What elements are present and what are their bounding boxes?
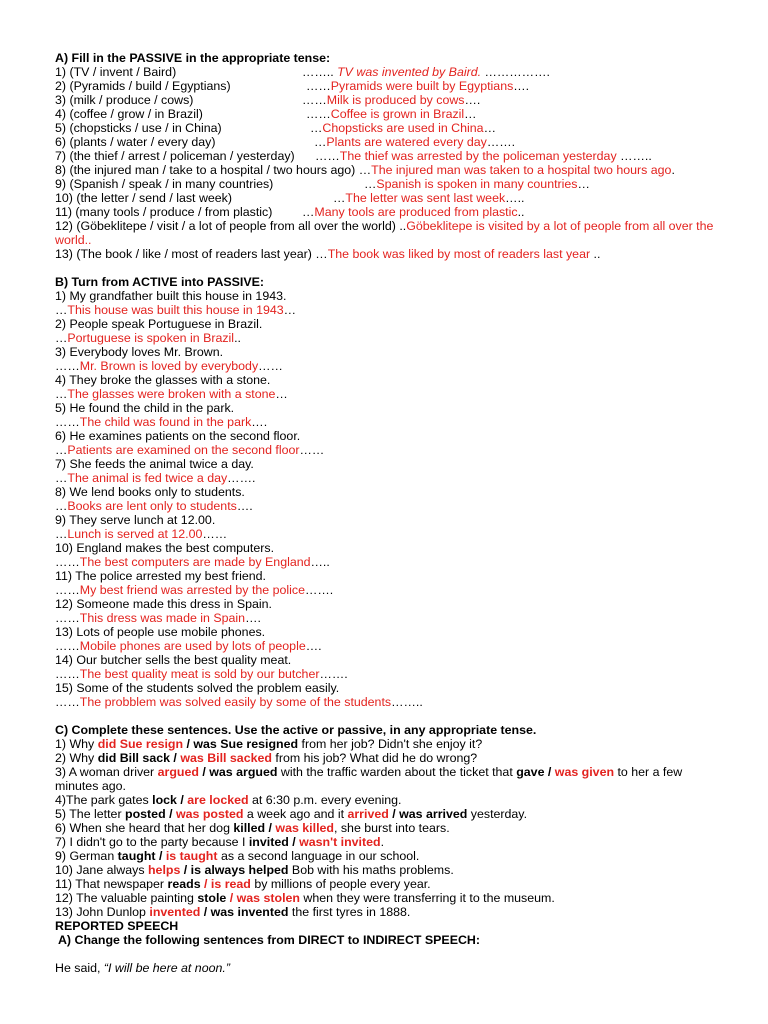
answer: TV was invented by Baird. — [337, 65, 482, 79]
answer: The glasses were broken with a stone — [67, 387, 276, 401]
text: 4)The park gates — [55, 793, 153, 807]
section-a-item — [55, 149, 724, 163]
quote: “I will be here at noon.” — [103, 961, 230, 975]
answer-tail: …….. — [616, 149, 652, 163]
section-b-question: 13) Lots of people use mobile phones. — [55, 625, 266, 639]
section-b-answer-line — [55, 583, 724, 597]
answer-choice: wasn't invited — [295, 835, 381, 849]
option: did Bill sack / — [97, 751, 177, 765]
text: . — [380, 835, 385, 849]
answer-tail: ……. — [486, 135, 516, 149]
question: 8) (the injured man / take to a hospital / two hours ago) — [55, 163, 356, 177]
text: a week ago and it — [243, 807, 348, 821]
option: lock / — [152, 793, 184, 807]
question: 1) (TV / invent / Baird) — [55, 65, 177, 79]
option: taught / — [117, 849, 163, 863]
answer: Milk is produced by cows — [326, 93, 465, 107]
answer-lead: … — [55, 387, 68, 401]
option: stole — [197, 891, 227, 905]
section-c-item-13 — [55, 905, 724, 919]
answer-lead: … — [314, 135, 327, 149]
answer-tail: ….. — [310, 555, 330, 569]
answer-lead: …….. — [302, 65, 338, 79]
answer-choice: was given — [551, 765, 615, 779]
option: killed / — [233, 821, 272, 835]
section-a-item-13 — [55, 247, 724, 261]
answer: Coffee is grown in Brazil — [330, 107, 465, 121]
question: 13) (The book / like / most of readers last year) … — [55, 247, 328, 261]
text: 10) Jane always — [55, 863, 148, 877]
answer-lead: … — [55, 331, 68, 345]
answer-lead: …… — [55, 359, 80, 373]
section-a-item-12 — [55, 219, 724, 247]
answer-tail: …… — [202, 527, 228, 541]
answer-lead: … — [364, 177, 377, 191]
text: yesterday. — [467, 807, 528, 821]
answer-tail: …. — [513, 79, 530, 93]
answer-tail: .. — [234, 331, 241, 345]
section-c-heading: C) Complete these sentences. Use the active or passive, in any appropriate tense. — [55, 723, 537, 737]
answer-tail: . — [671, 163, 675, 177]
answer: This dress was made in Spain — [79, 611, 246, 625]
question: 7) (the thief / arrest / policeman / yesterday) — [55, 149, 295, 163]
section-b-answer-line — [55, 639, 724, 653]
section-b-question: 12) Someone made this dress in Spain. — [55, 597, 272, 611]
text: 5) The letter — [55, 807, 126, 821]
answer-lead: …… — [55, 667, 80, 681]
text: from his job? What did he do wrong? — [271, 751, 478, 765]
text: to her a few — [614, 765, 683, 779]
text: 13) John Dunlop — [55, 905, 150, 919]
answer: The animal is fed twice a day — [67, 471, 228, 485]
answer: This house was built this house in 1943 — [67, 303, 284, 317]
section-a-item — [55, 163, 724, 177]
section-b-answer-line — [55, 499, 724, 513]
answer: Pyramids were built by Egyptians — [330, 79, 514, 93]
answer: Spanish is spoken in many countries — [376, 177, 578, 191]
answer-lead: … — [55, 527, 68, 541]
section-b-question: 4) They broke the glasses with a stone. — [55, 373, 271, 387]
section-a-item — [55, 93, 724, 107]
answer: Many tools are produced from plastic — [314, 205, 518, 219]
section-b-answer-line — [55, 527, 724, 541]
answer-tail: .. — [517, 205, 525, 219]
question: 12) (Göbeklitepe / visit / a lot of people from all over the world) .. — [55, 219, 407, 233]
answer-choice: are locked — [183, 793, 249, 807]
answer-choice: helps — [147, 863, 181, 877]
answer-lead: … — [55, 443, 68, 457]
text: 7) I didn't go to the party because I — [55, 835, 249, 849]
answer-tail: .. — [84, 233, 92, 247]
text: by millions of people every year. — [250, 877, 431, 891]
answer-lead: …… — [55, 639, 80, 653]
text: when they were transferring it to the museum. — [299, 891, 555, 905]
answer-tail: ……. — [319, 667, 348, 681]
section-c-item-3-cont: minutes ago. — [55, 779, 126, 793]
answer-lead: …… — [55, 415, 80, 429]
answer-choice: invented — [149, 905, 201, 919]
reported-speech-example — [55, 961, 724, 975]
answer-choice: did Sue resign — [97, 737, 184, 751]
section-c-item-10 — [55, 863, 724, 877]
answer-lead: …… — [55, 583, 80, 597]
section-c-item-4 — [55, 793, 724, 807]
answer: Lunch is served at 12.00 — [67, 527, 203, 541]
section-c-item-12 — [55, 891, 724, 905]
section-b-question: 7) She feeds the animal twice a day. — [55, 457, 254, 471]
section-a-item — [55, 135, 724, 149]
answer-tail: … — [464, 107, 477, 121]
section-b-question: 10) England makes the best computers. — [55, 541, 275, 555]
answer: My best friend was arrested by the police — [79, 583, 305, 597]
answer-tail: …… — [299, 443, 325, 457]
option: gave / — [516, 765, 552, 779]
section-b-question: 5) He found the child in the park. — [55, 401, 235, 415]
section-b-question: 3) Everybody loves Mr. Brown. — [55, 345, 224, 359]
question: 3) (milk / produce / cows) — [55, 93, 194, 107]
answer: The best computers are made by England — [79, 555, 311, 569]
section-b-heading: B) Turn from ACTIVE into PASSIVE: — [55, 275, 265, 289]
answer: The letter was sent last week — [345, 191, 506, 205]
answer: Patients are examined on the second floor — [67, 443, 300, 457]
option: posted / — [125, 807, 173, 821]
answer-lead: … — [55, 471, 68, 485]
answer-tail: .. — [590, 247, 601, 261]
answer-tail: … — [577, 177, 590, 191]
option: / was argued — [198, 765, 278, 779]
question: 4) (coffee / grow / in Brazil) — [55, 107, 203, 121]
text: 9) German — [55, 849, 118, 863]
answer-tail: … — [283, 303, 297, 317]
answer-tail: … — [483, 121, 496, 135]
answer: The probblem was solved easily by some of the students — [79, 695, 392, 709]
question: 9) (Spanish / speak / in many countries) — [55, 177, 274, 191]
section-c-item-9 — [55, 849, 724, 863]
answer-tail: ……. — [305, 583, 334, 597]
answer: The book was liked by most of readers last year — [327, 247, 591, 261]
answer-choice: / is read — [200, 877, 251, 891]
answer-lead: …… — [306, 79, 331, 93]
text: with the traffic warden about the ticket that — [277, 765, 517, 779]
text: 2) Why — [55, 751, 98, 765]
section-a-item — [55, 191, 724, 205]
answer: The thief was arrested by the policeman yesterday — [339, 149, 617, 163]
section-b-answer-line — [55, 303, 724, 317]
section-a-item — [55, 121, 724, 135]
answer: Göbeklitepe is visited by a lot of people from all over the world — [55, 219, 714, 247]
question: 5) (chopsticks / use / in China) — [55, 121, 222, 135]
answer-tail: …. — [305, 639, 322, 653]
answer: The best quality meat is sold by our butcher — [79, 667, 320, 681]
text: 6) When she heard that her dog — [55, 821, 234, 835]
option: / was arrived — [388, 807, 468, 821]
text: 3) A woman driver — [55, 765, 158, 779]
answer-lead: … — [333, 191, 346, 205]
answer: Mobile phones are used by lots of people — [79, 639, 306, 653]
answer: Chopsticks are used in China — [322, 121, 484, 135]
answer-lead: …… — [306, 107, 331, 121]
section-b-answer-line — [55, 695, 724, 709]
question: 6) (plants / water / every day) — [55, 135, 216, 149]
section-b-answer-line — [55, 667, 724, 681]
reported-speech-heading: REPORTED SPEECH — [55, 919, 179, 933]
answer-tail: ….. — [505, 191, 525, 205]
answer-lead: …… — [315, 149, 340, 163]
answer-tail: … — [275, 387, 288, 401]
answer-tail: …. — [245, 611, 261, 625]
answer-lead: …… — [55, 611, 80, 625]
answer-tail: …. — [251, 415, 268, 429]
question: 11) (many tools / produce / from plastic) — [55, 205, 273, 219]
section-a-heading: A) Fill in the PASSIVE in the appropriate tense: — [55, 51, 331, 65]
answer: Plants are watered every day — [326, 135, 487, 149]
answer-tail: …. — [464, 93, 481, 107]
text: 11) That newspaper — [55, 877, 168, 891]
section-c-item-3 — [55, 765, 724, 779]
section-a-item — [55, 65, 724, 79]
text: as a second language in our school. — [217, 849, 420, 863]
section-a-list — [55, 65, 724, 219]
answer-lead: …… — [55, 555, 80, 569]
text: the first tyres in 1888. — [288, 905, 411, 919]
section-c-item-6 — [55, 821, 724, 835]
option: / was invented — [200, 905, 289, 919]
answer-lead: … — [302, 205, 315, 219]
section-b-list — [55, 289, 724, 709]
answer-tail: …….. — [391, 695, 423, 709]
reported-speech-subheading: A) Change the following sentences from DIRECT to INDIRECT SPEECH: — [55, 933, 480, 947]
option: invited / — [248, 835, 296, 849]
answer: The child was found in the park — [79, 415, 252, 429]
section-a-item — [55, 107, 724, 121]
answer-tail: …… — [258, 359, 283, 373]
section-b-answer-line — [55, 443, 724, 457]
option: reads — [167, 877, 201, 891]
section-c-item-11 — [55, 877, 724, 891]
answer-choice: was posted — [172, 807, 244, 821]
section-b-question: 2) People speak Portuguese in Brazil. — [55, 317, 263, 331]
text: 12) The valuable painting — [55, 891, 198, 905]
answer-choice: argued — [157, 765, 199, 779]
text: at 6:30 p.m. every evening. — [248, 793, 402, 807]
text: 1) Why — [55, 737, 98, 751]
section-b-answer-line — [55, 359, 724, 373]
text: , she burst into tears. — [333, 821, 450, 835]
answer: Mr. Brown is loved by everybody — [79, 359, 259, 373]
section-b-answer-line — [55, 331, 724, 345]
section-b-question: 9) They serve lunch at 12.00. — [55, 513, 216, 527]
answer-choice: arrived — [347, 807, 389, 821]
section-c-item-7 — [55, 835, 724, 849]
question: 2) (Pyramids / build / Egyptians) — [55, 79, 231, 93]
section-b-answer-line — [55, 471, 724, 485]
section-a-item — [55, 205, 724, 219]
section-b-answer-line — [55, 415, 724, 429]
answer-choice: is taught — [162, 849, 218, 863]
section-b-question: 8) We lend books only to students. — [55, 485, 245, 499]
question: 10) (the letter / send / last week) — [55, 191, 232, 205]
option: / is always helped — [180, 863, 289, 877]
answer-choice: was Bill sacked — [176, 751, 272, 765]
section-b-question: 6) He examines patients on the second floor. — [55, 429, 301, 443]
answer-tail: …. — [236, 499, 253, 513]
section-b-answer-line — [55, 387, 724, 401]
answer: Books are lent only to students — [67, 499, 237, 513]
section-b-answer-line — [55, 555, 724, 569]
section-a-item — [55, 177, 724, 191]
answer-tail: ……. — [227, 471, 256, 485]
answer: The injured man was taken to a hospital two hours ago — [371, 163, 672, 177]
section-b-question: 11) The police arrested my best friend. — [55, 569, 266, 583]
answer-lead: …… — [55, 695, 80, 709]
answer-lead: …… — [302, 93, 327, 107]
answer-tail: ……………. — [481, 65, 550, 79]
answer-lead: … — [355, 163, 372, 177]
answer-lead: … — [55, 303, 68, 317]
option: / was Sue resigned — [183, 737, 299, 751]
text: Bob with his maths problems. — [288, 863, 454, 877]
text: He said, — [55, 961, 104, 975]
section-c-item-1 — [55, 737, 724, 751]
section-a-item — [55, 79, 724, 93]
answer-lead: … — [55, 499, 68, 513]
section-b-answer-line — [55, 611, 724, 625]
answer-choice: was killed — [271, 821, 334, 835]
section-b-question: 1) My grandfather built this house in 1943. — [55, 289, 287, 303]
section-b-question: 14) Our butcher sells the best quality meat. — [55, 653, 292, 667]
text: from her job? Didn't she enjoy it? — [298, 737, 483, 751]
section-c-item-2 — [55, 751, 724, 765]
section-c-item-5 — [55, 807, 724, 821]
answer-choice: / was stolen — [226, 891, 300, 905]
answer: Portuguese is spoken in Brazil — [67, 331, 235, 345]
answer-lead: … — [310, 121, 323, 135]
section-b-question: 15) Some of the students solved the problem easily. — [55, 681, 340, 695]
